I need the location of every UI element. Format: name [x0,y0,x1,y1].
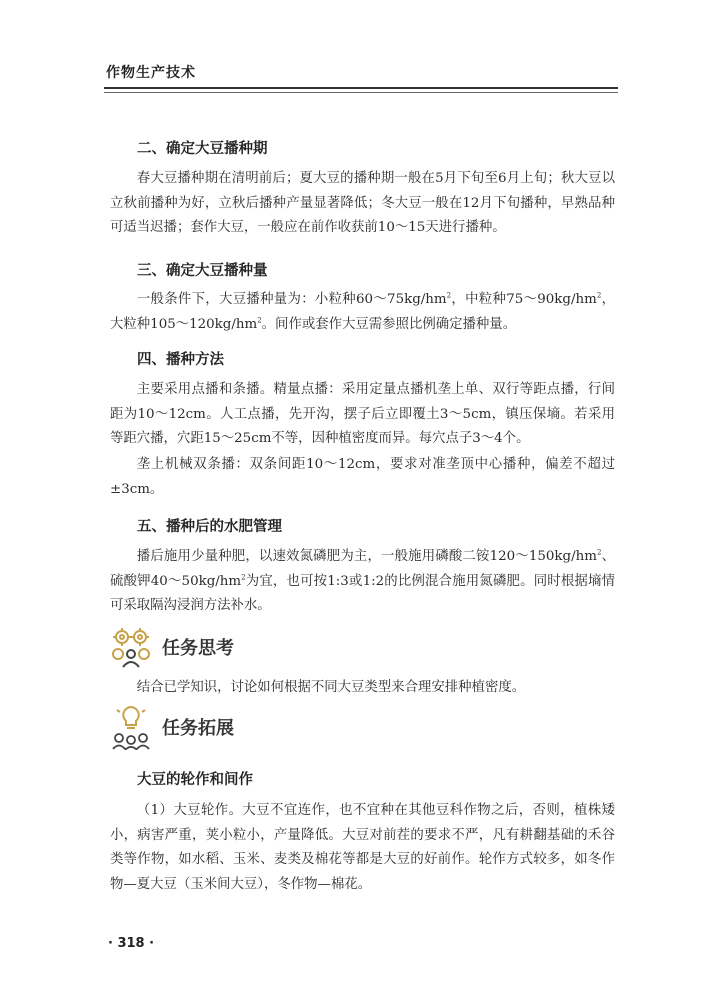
text-run: 播后施用少量种肥，以速效氮磷肥为主，一般施用磷酸二铵120～150kg/hm [136,549,597,564]
paragraph-soybean-rotation: （1）大豆轮作。大豆不宜连作，也不宜种在其他豆科作物之后，否则，植株矮小，病害严重，荚小粒小，产量降低。大豆对前茬的要求不严，凡有耕翻基础的禾谷类等作物，如水稻、玉米、麦类及棉花等都是大豆的好前作。轮作方式较多，如冬作物—夏大豆（玉米间大豆），冬作物—棉花。 [110,803,615,892]
text-run: 一般条件下，大豆播种量为：小粒种60～75kg/hm [136,292,447,307]
task-think-header [108,624,234,670]
lightbulb-people-icon [108,704,154,750]
task-expand-header [108,704,234,750]
task-think-title: 任务思考 [162,638,234,659]
section-heading-sowing-rate: 三、确定大豆播种量 [137,263,268,279]
gears-person-icon [108,624,154,670]
text-run: ，中粒种75～90kg/hm [451,292,597,307]
page-number: · 318 · [108,936,155,951]
header-rule-thick [104,87,618,89]
subheading-rotation-intercropping: 大豆的轮作和间作 [137,772,253,788]
text-run: 、硫酸钾40～50kg/hm [110,549,616,589]
paragraph-sowing-date: 春大豆播种期在清明前后；夏大豆的播种期一般在5月下旬至6月上旬；秋大豆以立秋前播种为好，立秋后播种产量显著降低；冬大豆一般在12月下旬播种，早熟品种可适当迟播；套作大豆，一般应在前作收获前10～15天进行播种。 [110,171,615,235]
text-run: 。间作或套作大豆需参照比例确定播种量。 [261,316,517,332]
superscript: 2 [596,291,602,300]
section-heading-sowing-method: 四、播种方法 [137,352,224,368]
section-heading-water-fertilizer: 五、播种后的水肥管理 [137,519,282,535]
text-run: 为宜，也可按1:3或1:2的比例混合施用氮磷肥。同时根据墒情可采取隔沟浸润方法补水。 [110,573,615,613]
superscript: 2 [446,291,452,300]
section-heading-sowing-date: 二、确定大豆播种期 [137,141,268,157]
task-expand-title: 任务拓展 [162,718,234,739]
superscript: 2 [257,316,262,325]
superscript: 2 [596,548,602,557]
paragraph-sowing-rate [110,288,615,337]
paragraph-precision-sowing: 主要采用点播和条播。精量点播：采用定量点播机垄上单、双行等距点播，行间距为10～12cm。人工点播，先开沟，摆子后立即覆土3～5cm，镇压保墒。若采用等距穴播，穴距15～25cm不等，因种植密度而异。每穴点子3～4个。 [110,382,615,446]
superscript: 2 [241,573,246,582]
paragraph-double-row-sowing: 垄上机械双条播：双条间距10～12cm，要求对准垄顶中心播种，偏差不超过 ±3cm。 [110,457,615,497]
header-rule-thin [104,92,618,93]
paragraph-water-fertilizer [110,545,615,619]
text-run: ，大粒种105～120kg/hm [110,292,615,332]
book-title: 作物生产技术 [106,65,196,81]
task-think-text: 结合已学知识，讨论如何根据不同大豆类型来合理安排种植密度。 [136,680,526,695]
